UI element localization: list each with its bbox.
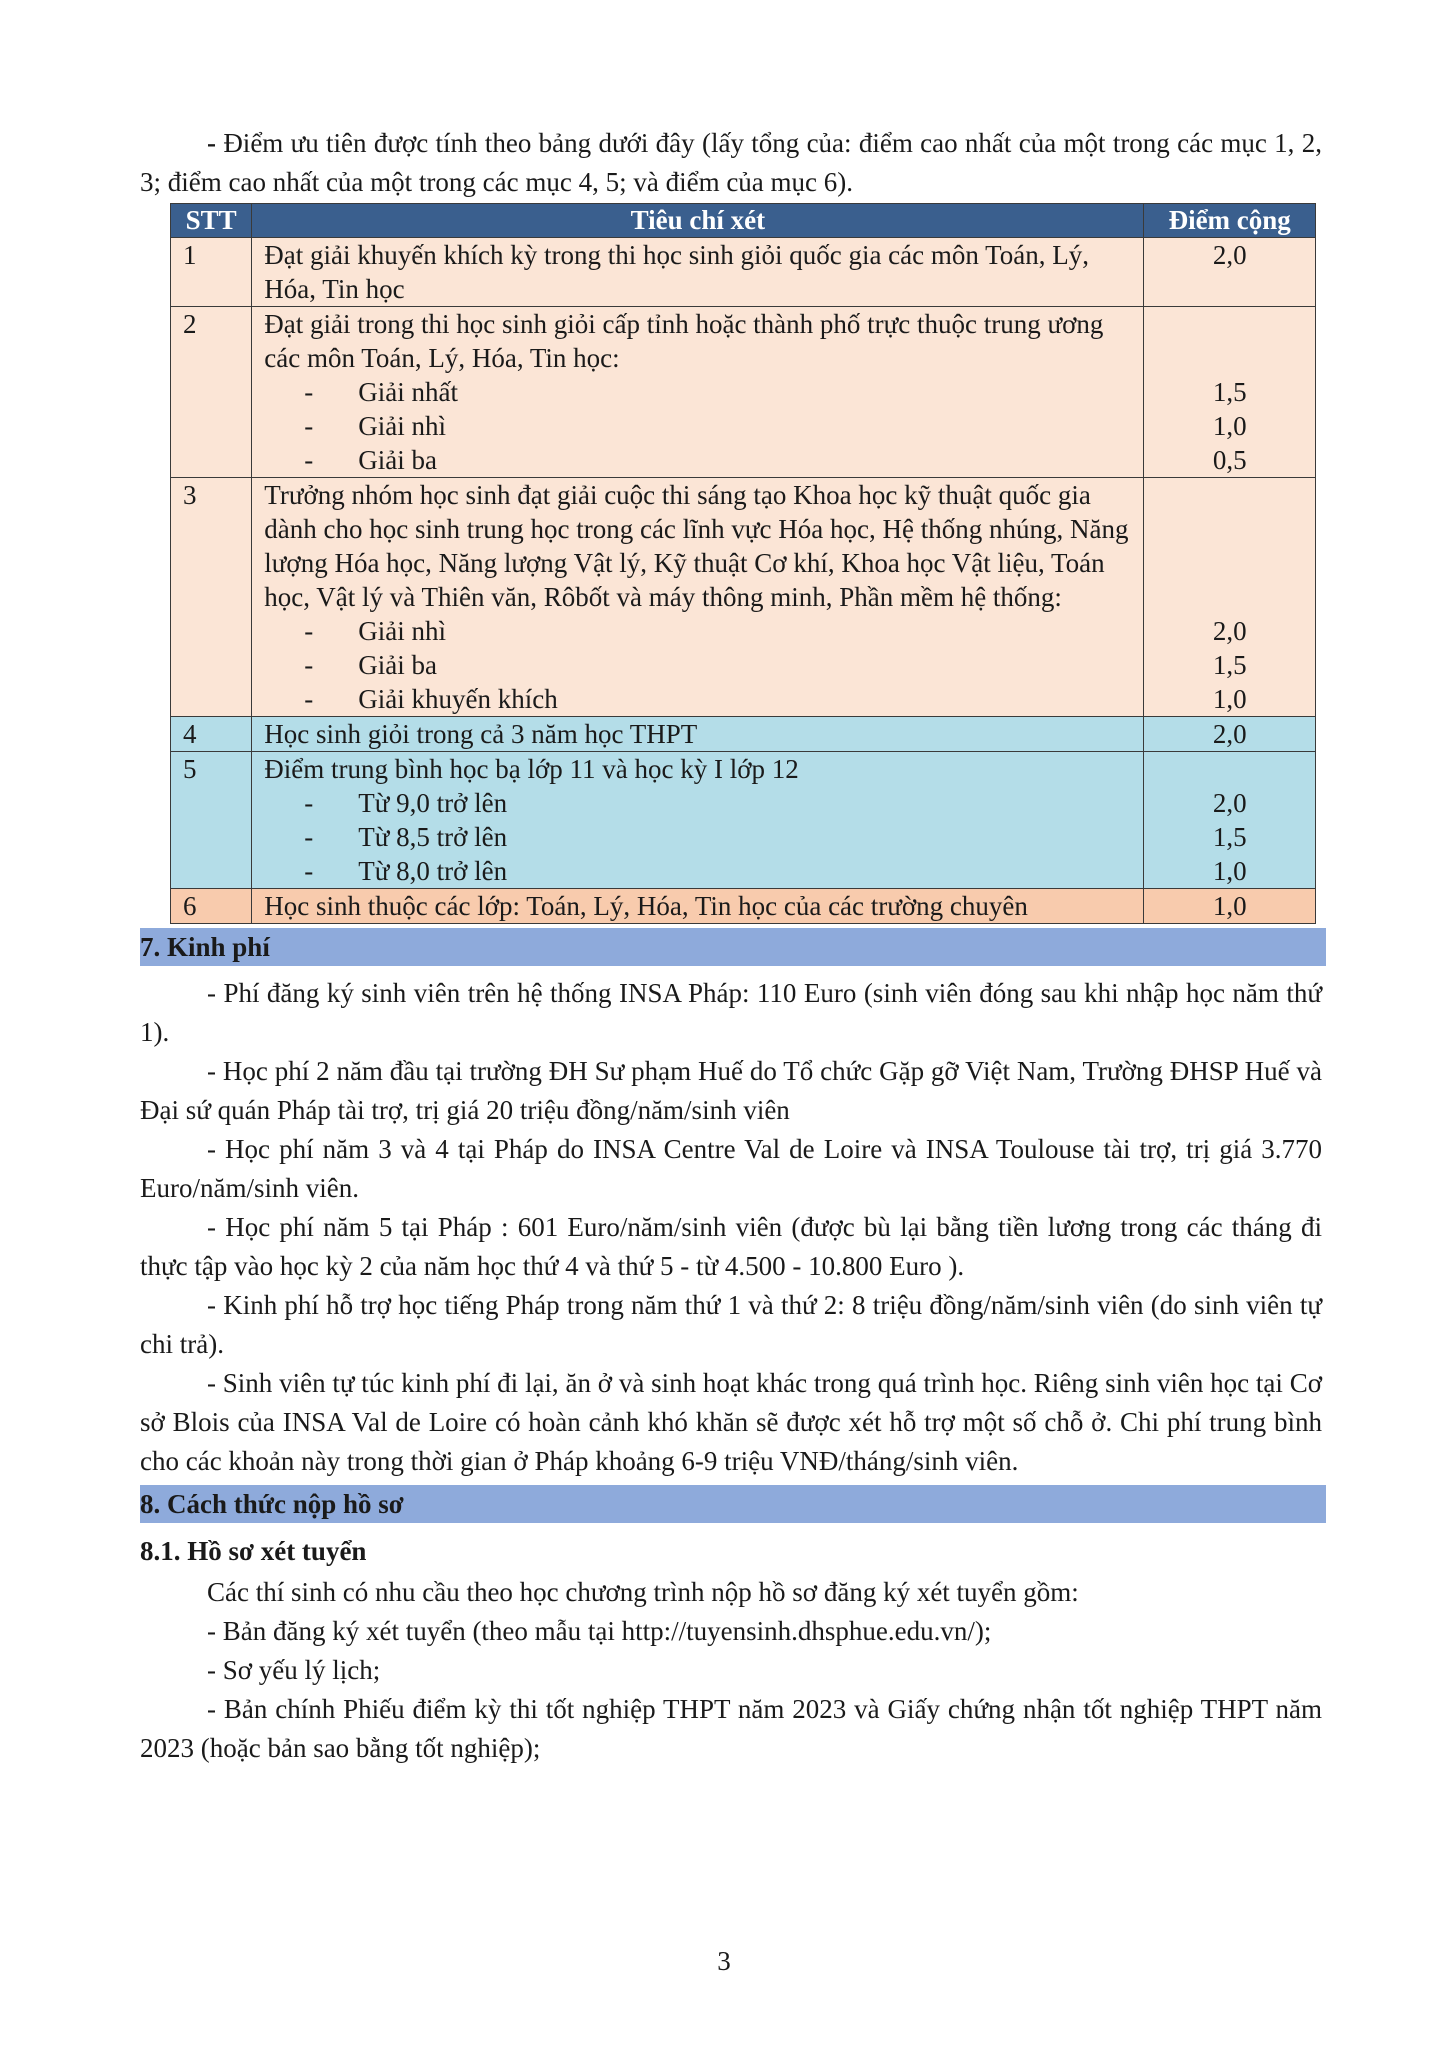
paragraph: Các thí sinh có nhu cầu theo học chương trình nộp hồ sơ đăng ký xét tuyển gồm:	[207, 1577, 1079, 1607]
row-criteria: Đạt giải trong thi học sinh giỏi cấp tỉnh hoặc thành phố trực thuộc trung ương các môn Toán, Lý, Hóa, Tin học:	[264, 309, 1104, 373]
row-points-cell	[1144, 238, 1316, 307]
page-number: 3	[717, 1946, 731, 1976]
row-criteria-cell	[252, 889, 1144, 924]
intro-text: Điểm ưu tiên được tính theo bảng dưới đây (lấy tổng của: điểm cao nhất của một trong các mục 1, 2, 3; điểm cao nhất của một trong các mục 4, 5; và điểm của mục 6).	[140, 128, 1322, 197]
sub-item-points: 1,0	[1212, 411, 1247, 441]
row-stt: 5	[171, 752, 252, 889]
table-row	[171, 307, 1316, 478]
row-criteria-cell	[252, 478, 1144, 717]
dash-bullet: -	[304, 684, 314, 714]
row-points: 2,0	[1212, 240, 1247, 270]
sub-item	[264, 648, 1137, 682]
intro-paragraph	[140, 124, 1322, 202]
row-criteria: Đạt giải khuyến khích kỳ trong thi học sinh giỏi quốc gia các môn Toán, Lý, Hóa, Tin học	[264, 240, 1089, 304]
paragraph: - Sinh viên tự túc kinh phí đi lại, ăn ở và sinh hoạt khác trong quá trình học. Riêng sinh viên học tại Cơ sở Blois của INSA Val de Loire có hoàn cảnh khó khăn sẽ được xét hỗ trợ một số chỗ ở. Chi phí trung bình cho các khoản này trong thời gian ở Pháp khoảng 6-9 triệu VNĐ/tháng/sinh viên.	[140, 1368, 1322, 1476]
row-points-cell	[1144, 717, 1316, 752]
sub-item-label: Giải nhì	[358, 411, 447, 441]
row-points: 2,0	[1212, 719, 1247, 749]
row-points-cell	[1144, 478, 1316, 717]
table-body	[171, 238, 1316, 924]
dash-bullet: -	[304, 856, 314, 886]
row-points: 1,0	[1212, 891, 1247, 921]
header-stt: STT	[171, 204, 252, 238]
sub-item-label: Giải nhì	[358, 616, 447, 646]
table-row	[171, 752, 1316, 889]
row-stt: 2	[171, 307, 252, 478]
row-criteria-cell	[252, 717, 1144, 752]
dash-bullet: -	[304, 445, 314, 475]
sub-item-points: 1,0	[1212, 684, 1247, 714]
sub-item-points: 2,0	[1212, 616, 1247, 646]
table-header-row	[171, 204, 1316, 238]
sub-item-points: 1,5	[1212, 822, 1247, 852]
sub-item	[264, 614, 1137, 648]
row-criteria: Trưởng nhóm học sinh đạt giải cuộc thi sáng tạo Khoa học kỹ thuật quốc gia dành cho học sinh trung học trong các lĩnh vực Hóa học, Hệ thống nhúng, Năng lượng Hóa học, Năng lượng Vật lý, Kỹ thuật Cơ khí, Khoa học Vật liệu, Toán học, Vật lý và Thiên văn, Rôbốt và máy thông minh, Phần mềm hệ thống:	[264, 480, 1129, 612]
row-points-cell	[1144, 307, 1316, 478]
paragraph: - Sơ yếu lý lịch;	[207, 1655, 381, 1685]
sub-item	[264, 682, 1137, 716]
sub-item-label: Từ 9,0 trở lên	[358, 788, 508, 818]
sub-item-label: Giải ba	[358, 650, 438, 680]
sub-item-points: 2,0	[1212, 788, 1247, 818]
sub-item	[264, 854, 1137, 888]
sub-item	[264, 375, 1137, 409]
sub-item	[264, 409, 1137, 443]
table-row	[171, 478, 1316, 717]
sub-item	[264, 443, 1137, 477]
section-8-body	[140, 1573, 1322, 1768]
row-criteria-cell	[252, 307, 1144, 478]
sub-item-points: 0,5	[1212, 445, 1247, 475]
row-stt: 6	[171, 889, 252, 924]
header-points: Điểm cộng	[1144, 204, 1316, 238]
paragraph: - Học phí năm 3 và 4 tại Pháp do INSA Centre Val de Loire và INSA Toulouse tài trợ, trị giá 3.770 Euro/năm/sinh viên.	[140, 1134, 1322, 1203]
dash-bullet: -	[304, 650, 314, 680]
dash-bullet: -	[304, 411, 314, 441]
sub-item-points: 1,5	[1212, 650, 1247, 680]
sub-item-label: Giải khuyến khích	[358, 684, 558, 714]
table-row	[171, 889, 1316, 924]
header-criteria: Tiêu chí xét	[252, 204, 1144, 238]
table-row	[171, 717, 1316, 752]
section-8-heading: 8. Cách thức nộp hồ sơ	[140, 1485, 1326, 1523]
sub-item	[264, 820, 1137, 854]
table-row	[171, 238, 1316, 307]
paragraph: - Phí đăng ký sinh viên trên hệ thống INSA Pháp: 110 Euro (sinh viên đóng sau khi nhập học năm thứ 1).	[140, 978, 1322, 1047]
row-points-cell	[1144, 889, 1316, 924]
dash-bullet: -	[304, 822, 314, 852]
row-stt: 3	[171, 478, 252, 717]
section-7-heading: 7. Kinh phí	[140, 928, 1326, 966]
dash-bullet: -	[304, 616, 314, 646]
sub-item-points: 1,0	[1212, 856, 1247, 886]
row-criteria: Điểm trung bình học bạ lớp 11 và học kỳ I lớp 12	[264, 754, 799, 784]
sub-item-label: Từ 8,0 trở lên	[358, 856, 508, 886]
section-7-body	[140, 974, 1322, 1481]
row-stt: 4	[171, 717, 252, 752]
paragraph: - Bản chính Phiếu điểm kỳ thi tốt nghiệp THPT năm 2023 và Giấy chứng nhận tốt nghiệp THPT năm 2023 (hoặc bản sao bằng tốt nghiệp);	[140, 1694, 1322, 1763]
row-criteria-cell	[252, 238, 1144, 307]
sub-item-label: Giải ba	[358, 445, 438, 475]
row-points-cell	[1144, 752, 1316, 889]
dash-bullet: -	[304, 788, 314, 818]
section-8-1-heading: 8.1. Hồ sơ xét tuyển	[140, 1536, 367, 1566]
dash-bullet: -	[304, 377, 314, 407]
sub-item-label: Giải nhất	[358, 377, 459, 407]
row-criteria-cell	[252, 752, 1144, 889]
row-criteria: Học sinh giỏi trong cả 3 năm học THPT	[264, 719, 698, 749]
intro-lead: -	[207, 128, 224, 158]
page-content	[140, 124, 1322, 1768]
row-stt: 1	[171, 238, 252, 307]
paragraph: - Bản đăng ký xét tuyển (theo mẫu tại http://tuyensinh.dhsphue.edu.vn/);	[207, 1616, 992, 1646]
sub-item	[264, 786, 1137, 820]
paragraph: - Học phí 2 năm đầu tại trường ĐH Sư phạm Huế do Tổ chức Gặp gỡ Việt Nam, Trường ĐHSP Huế và Đại sứ quán Pháp tài trợ, trị giá 20 triệu đồng/năm/sinh viên	[140, 1056, 1322, 1125]
sub-item-points: 1,5	[1212, 377, 1247, 407]
sub-item-label: Từ 8,5 trở lên	[358, 822, 508, 852]
paragraph: - Học phí năm 5 tại Pháp : 601 Euro/năm/sinh viên (được bù lại bằng tiền lương trong các tháng đi thực tập vào học kỳ 2 của năm học thứ 4 và thứ 5 - từ 4.500 - 10.800 Euro ).	[140, 1212, 1322, 1281]
priority-points-table	[170, 203, 1316, 924]
paragraph: - Kinh phí hỗ trợ học tiếng Pháp trong năm thứ 1 và thứ 2: 8 triệu đồng/năm/sinh viên (do sinh viên tự chi trả).	[140, 1290, 1322, 1359]
row-criteria: Học sinh thuộc các lớp: Toán, Lý, Hóa, Tin học của các trường chuyên	[264, 891, 1028, 921]
